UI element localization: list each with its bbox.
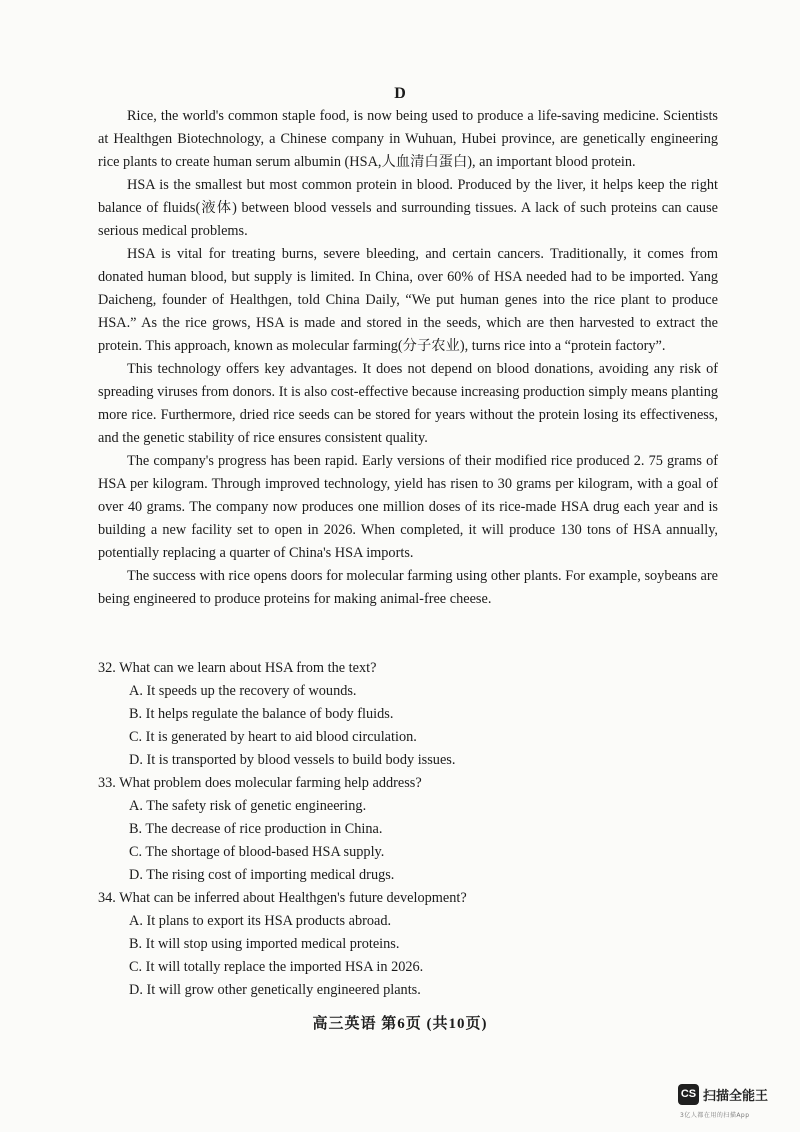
page-footer: 高三英语 第6页 (共10页) xyxy=(312,1016,488,1032)
option-b: B. The decrease of rice production in China. xyxy=(129,821,383,837)
option-c: C. The shortage of blood-based HSA supply. xyxy=(129,844,385,860)
watermark-name: 扫描全能王 xyxy=(703,1089,769,1104)
question-stem: 33. What problem does molecular farming help address? xyxy=(98,775,422,791)
option-a: A. It speeds up the recovery of wounds. xyxy=(129,683,357,699)
option-d: D. The rising cost of importing medical drugs. xyxy=(129,867,395,883)
option-d: D. It will grow other genetically engineered plants. xyxy=(129,982,421,998)
option-c: C. It will totally replace the imported HSA in 2026. xyxy=(129,959,424,975)
section-title: D xyxy=(394,85,406,102)
option-a: A. The safety risk of genetic engineering. xyxy=(129,798,367,814)
passage-paragraph-6: The success with rice opens doors for molecular farming using other plants. For example, soybeans are being engineered to produce proteins for making animal-free cheese. xyxy=(98,568,718,607)
question-stem: 32. What can we learn about HSA from the text? xyxy=(98,660,377,676)
question-34 xyxy=(98,887,718,1002)
option-c: C. It is generated by heart to aid blood circulation. xyxy=(129,729,417,745)
scanner-watermark xyxy=(678,1084,788,1124)
option-d: D. It is transported by blood vessels to build body issues. xyxy=(129,752,456,768)
question-32 xyxy=(98,657,718,772)
passage-paragraph-5: The company's progress has been rapid. Early versions of their modified rice produced 2. 75 grams of HSA per kilogram. Through improved technology, yield has risen to 30 grams per kilogram, with a goal of over 40 grams. The company now produces one million doses of its rice-made HSA drug each year and is building a new facility set to open in 2026. When completed, it will produce 130 tons of HSA annually, potentially replacing a quarter of China's HSA imports. xyxy=(98,453,718,561)
passage-paragraph-1: Rice, the world's common staple food, is now being used to produce a life-saving medicine. Scientists at Healthgen Biotechnology, a Chinese company in Wuhuan, Hubei province, are genetically engineering rice plants to create human serum albumin (HSA,人血清白蛋白), an important blood protein. xyxy=(98,108,718,170)
option-b: B. It will stop using imported medical proteins. xyxy=(129,936,400,952)
passage-paragraph-4: This technology offers key advantages. It does not depend on blood donations, avoiding any risk of spreading viruses from donors. It is also cost-effective because increasing production simply means planting more rice. Furthermore, dried rice seeds can be stored for years without the protein losing its effectiveness, and the genetic stability of rice ensures consistent quality. xyxy=(98,361,718,446)
watermark-tagline: 3亿人都在用的扫描App xyxy=(680,1112,750,1119)
question-stem: 34. What can be inferred about Healthgen's future development? xyxy=(98,890,467,906)
reading-passage xyxy=(98,105,718,611)
question-list xyxy=(98,657,718,1002)
question-33 xyxy=(98,772,718,887)
passage-paragraph-2: HSA is the smallest but most common protein in blood. Produced by the liver, it helps keep the right balance of fluids(液体) between blood vessels and surrounding tissues. A lack of such proteins can cause serious medical problems. xyxy=(98,177,718,239)
camscanner-logo-icon: CS xyxy=(678,1084,699,1105)
option-a: A. It plans to export its HSA products abroad. xyxy=(129,913,392,929)
option-b: B. It helps regulate the balance of body fluids. xyxy=(129,706,394,722)
passage-paragraph-3: HSA is vital for treating burns, severe bleeding, and certain cancers. Traditionally, it comes from donated human blood, but supply is limited. In China, over 60% of HSA needed had to be imported. Yang Daicheng, founder of Healthgen, told China Daily, “We put human genes into the rice plant to produce HSA.” As the rice grows, HSA is made and stored in the seeds, which are then harvested to extract the protein. This approach, known as molecular farming(分子农业), turns rice into a “protein factory”. xyxy=(98,246,718,354)
